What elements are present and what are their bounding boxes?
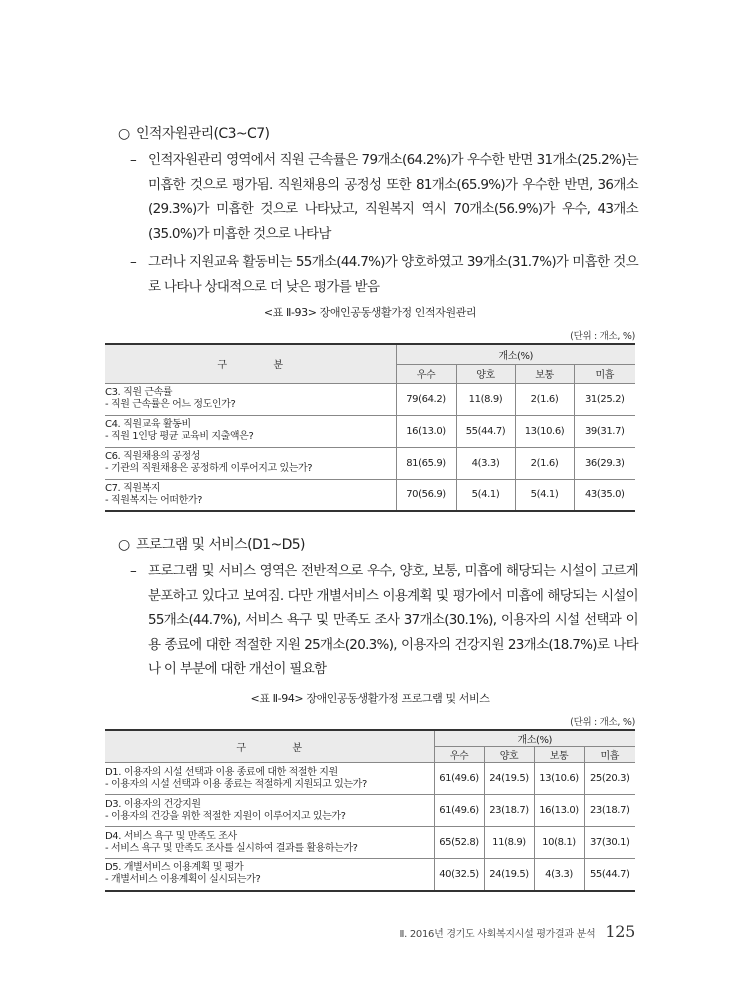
section-program-service bbox=[118, 535, 638, 682]
row-title: D5. 개별서비스 이용계획 및 평가 bbox=[105, 862, 244, 874]
cell-value: 11(8.9) bbox=[456, 383, 515, 415]
row-question: - 개별서비스 이용계획이 실시되는가? bbox=[105, 874, 261, 886]
table-caption: <표 Ⅱ-94> 장애인공동생활가정 프로그램 및 서비스 bbox=[250, 692, 490, 705]
cell-value: 55(44.7) bbox=[584, 859, 635, 891]
cell-value: 2(1.6) bbox=[515, 447, 574, 479]
cell-value: 81(65.9) bbox=[396, 447, 456, 479]
table-unit: (단위 : 개소, %) bbox=[570, 717, 635, 728]
table-row bbox=[105, 383, 635, 415]
table-row bbox=[105, 859, 635, 891]
cell-value: 24(19.5) bbox=[484, 859, 534, 891]
bullet-paragraph bbox=[118, 250, 638, 299]
cell-value: 5(4.1) bbox=[515, 479, 574, 511]
table-program-service bbox=[105, 729, 635, 892]
cell-value: 23(18.7) bbox=[584, 795, 635, 827]
header-gubun: 구 분 bbox=[105, 730, 434, 763]
section-heading bbox=[118, 124, 638, 144]
table-row bbox=[105, 479, 635, 511]
page-footer bbox=[399, 922, 635, 941]
row-question: - 이용자의 시설 선택과 이용 종료는 적절하게 지원되고 있는가? bbox=[105, 778, 367, 790]
cell-value: 13(10.6) bbox=[515, 415, 574, 447]
header-group: 개소(%) bbox=[396, 344, 635, 364]
cell-value: 36(29.3) bbox=[574, 447, 635, 479]
row-title: D4. 서비스 욕구 및 만족도 조사 bbox=[105, 830, 237, 842]
page-number: 125 bbox=[605, 922, 635, 941]
dash-icon: – bbox=[130, 254, 137, 270]
cell-value: 31(25.2) bbox=[574, 383, 635, 415]
cell-value: 40(32.5) bbox=[434, 859, 484, 891]
cell-value: 37(30.1) bbox=[584, 827, 635, 859]
row-question: - 직원 1인당 평균 교육비 지출액은? bbox=[105, 431, 254, 442]
table-unit: (단위 : 개소, %) bbox=[570, 331, 635, 342]
row-question: - 직원 근속률은 어느 정도인가? bbox=[105, 399, 236, 410]
table-human-resources bbox=[105, 343, 635, 512]
bullet-text: 그러나 지원교육 활동비는 55개소(44.7%)가 양호하였고 39개소(31.7%)가 미흡한 것으로 나타나 상대적으로 더 낮은 평가를 받음 bbox=[148, 254, 638, 295]
row-title: C4. 직원교육 활동비 bbox=[105, 419, 191, 430]
cell-value: 24(19.5) bbox=[484, 763, 534, 795]
bullet-text: 프로그램 및 서비스 영역은 전반적으로 우수, 양호, 보통, 미흡에 해당되는 시설이 고르게 분포하고 있다고 보여짐. 다만 개별서비스 이용계획 및 평가에서 미흡에 해당되는 시설이 55개소(44.7%), 서비스 욕구 및 만족도 조사 37개소(30.1%), 이용자의 시설 선택과 이용 종료에 대한 적절한 지원 25개소(20.3%), 이용자의 건강지원 23개소(18.7%)로 나타나 이 부분에 대한 개선이 필요함 bbox=[148, 563, 638, 677]
row-title: D3. 이용자의 건강지원 bbox=[105, 798, 201, 810]
cell-value: 11(8.9) bbox=[484, 827, 534, 859]
cell-value: 4(3.3) bbox=[534, 859, 584, 891]
table-row bbox=[105, 447, 635, 479]
cell-value: 79(64.2) bbox=[396, 383, 456, 415]
table-row bbox=[105, 415, 635, 447]
section-heading-text: 인적자원관리(C3~C7) bbox=[136, 126, 270, 142]
header-col: 우수 bbox=[396, 364, 456, 383]
header-col: 보통 bbox=[534, 747, 584, 763]
row-question: - 기관의 직원채용은 공정하게 이루어지고 있는가? bbox=[105, 463, 313, 474]
circle-bullet-icon: ○ bbox=[118, 126, 130, 142]
cell-value: 25(20.3) bbox=[584, 763, 635, 795]
table-row bbox=[105, 827, 635, 859]
cell-value: 61(49.6) bbox=[434, 763, 484, 795]
header-col: 미흡 bbox=[584, 747, 635, 763]
cell-value: 23(18.7) bbox=[484, 795, 534, 827]
row-question: - 직원복지는 어떠한가? bbox=[105, 494, 203, 506]
bullet-text: 인적자원관리 영역에서 직원 근속률은 79개소(64.2%)가 우수한 반면 31개소(25.2%)는 미흡한 것으로 평가됨. 직원채용의 공정성 또한 81개소(65.9%)가 우수한 반면, 36개소(29.3%)가 미흡한 것으로 나타났고, 직원복지 역시 70개소(56.9%)가 우수, 43개소(35.0%)가 미흡한 것으로 나타남 bbox=[148, 152, 638, 242]
row-title: D1. 이용자의 시설 선택과 이용 종료에 대한 적절한 지원 bbox=[105, 766, 338, 778]
bullet-paragraph bbox=[118, 148, 638, 246]
cell-value: 70(56.9) bbox=[396, 479, 456, 511]
cell-value: 61(49.6) bbox=[434, 795, 484, 827]
cell-value: 43(35.0) bbox=[574, 479, 635, 511]
cell-value: 39(31.7) bbox=[574, 415, 635, 447]
header-gubun: 구 분 bbox=[105, 344, 396, 383]
table-row bbox=[105, 795, 635, 827]
running-title: Ⅱ. 2016년 경기도 사회복지시설 평가결과 분석 bbox=[399, 929, 596, 940]
circle-bullet-icon: ○ bbox=[118, 537, 130, 553]
cell-value: 2(1.6) bbox=[515, 383, 574, 415]
cell-value: 16(13.0) bbox=[534, 795, 584, 827]
section-human-resources bbox=[118, 124, 638, 299]
dash-icon: – bbox=[130, 152, 137, 168]
row-question: - 이용자의 건강을 위한 적절한 지원이 이루어지고 있는가? bbox=[105, 810, 346, 822]
header-col: 양호 bbox=[484, 747, 534, 763]
header-col: 보통 bbox=[515, 364, 574, 383]
header-col: 우수 bbox=[434, 747, 484, 763]
table-caption: <표 Ⅱ-93> 장애인공동생활가정 인적자원관리 bbox=[263, 306, 477, 319]
cell-value: 4(3.3) bbox=[456, 447, 515, 479]
header-col: 미흡 bbox=[574, 364, 635, 383]
row-title: C6. 직원채용의 공정성 bbox=[105, 451, 200, 462]
header-group: 개소(%) bbox=[434, 730, 635, 747]
cell-value: 13(10.6) bbox=[534, 763, 584, 795]
bullet-paragraph bbox=[118, 559, 638, 682]
row-question: - 서비스 욕구 및 만족도 조사를 실시하여 결과를 활용하는가? bbox=[105, 842, 358, 854]
dash-icon: – bbox=[130, 563, 137, 579]
cell-value: 65(52.8) bbox=[434, 827, 484, 859]
row-title: C7. 직원복지 bbox=[105, 482, 161, 494]
section-heading bbox=[118, 535, 638, 555]
cell-value: 55(44.7) bbox=[456, 415, 515, 447]
cell-value: 10(8.1) bbox=[534, 827, 584, 859]
cell-value: 5(4.1) bbox=[456, 479, 515, 511]
header-col: 양호 bbox=[456, 364, 515, 383]
cell-value: 16(13.0) bbox=[396, 415, 456, 447]
section-heading-text: 프로그램 및 서비스(D1~D5) bbox=[136, 537, 305, 553]
table-row bbox=[105, 763, 635, 795]
row-title: C3. 직원 근속률 bbox=[105, 387, 173, 398]
